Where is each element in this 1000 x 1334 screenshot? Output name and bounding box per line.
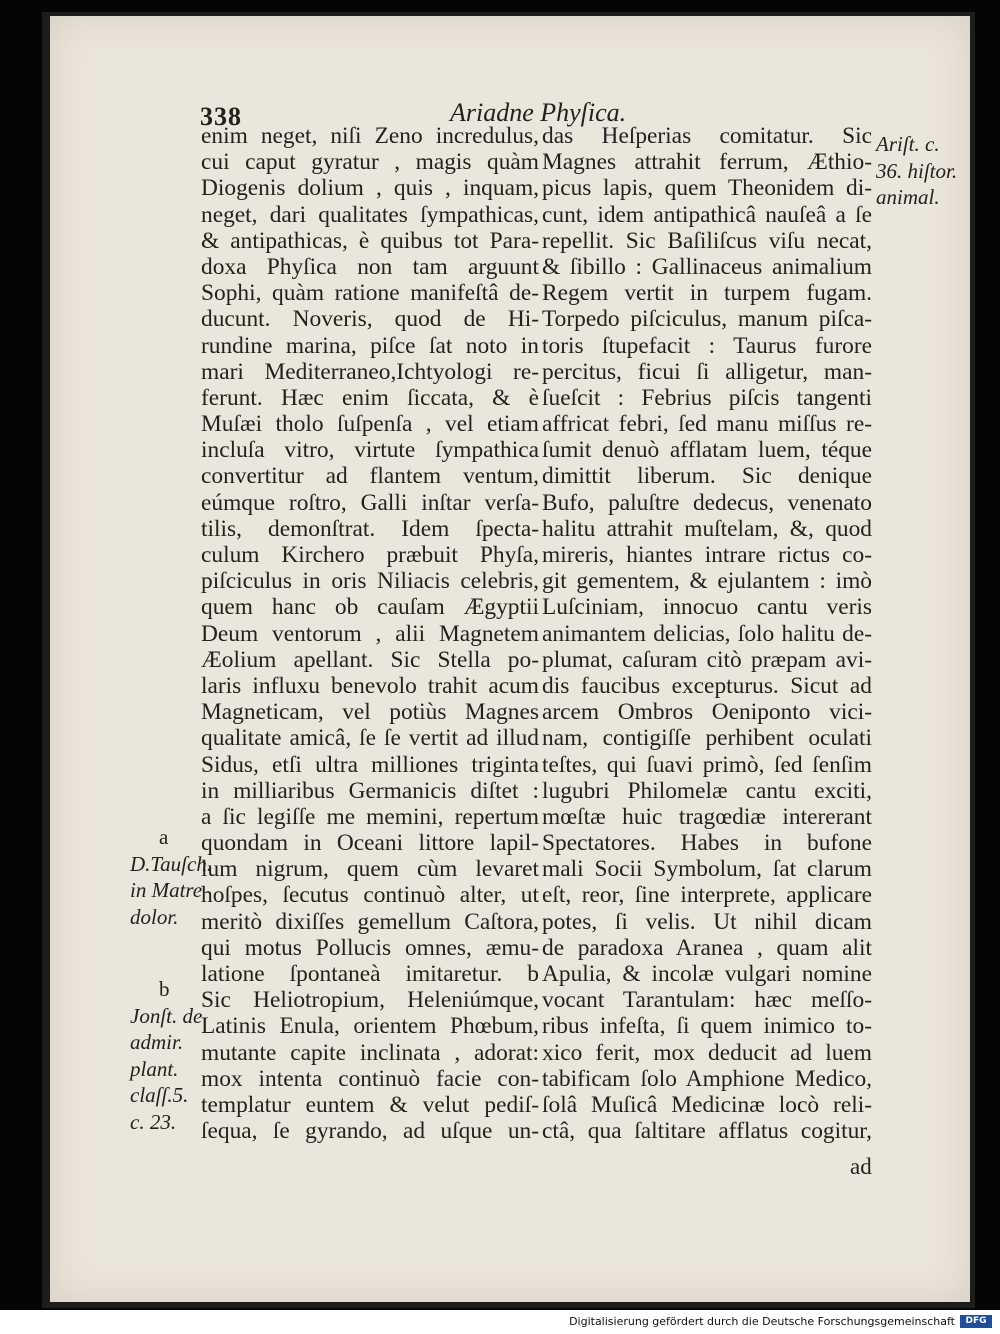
- text-line: xico ferit, mox deducit ad luem: [542, 1039, 872, 1066]
- text-line: latione ſpontaneà imitaretur. b: [201, 961, 539, 987]
- digitization-footer: [0, 1310, 1000, 1334]
- book-page: [50, 16, 970, 1302]
- text-line: plumat, caſuram citò præpam avi-: [542, 646, 872, 673]
- text-line: Luſciniam, innocuo cantu veris: [542, 594, 872, 621]
- text-line: Sophi, quàm ratione manifeſtâ de-: [201, 280, 539, 307]
- text-line: Regem vertit in turpem fugam.: [542, 280, 872, 307]
- catchword: ad: [850, 1154, 872, 1179]
- text-line: ctâ, qua ſaltitare afflatus cogitur,: [542, 1118, 872, 1145]
- text-line: mœſtæ huic tragœdiæ intererant: [542, 803, 872, 830]
- text-line: das Heſperias comitatur. Sic: [542, 123, 872, 149]
- text-line: halitu attrahit muſtelam, &, quod: [542, 515, 872, 542]
- text-line: Magneticam, vel potiùs Magnes: [201, 699, 539, 726]
- text-line: dimittit liberum. Sic denique: [542, 463, 872, 490]
- margin-note-line: claſſ.5.: [130, 1083, 189, 1107]
- text-line: toris ſtupefacit : Taurus furore: [542, 332, 872, 359]
- text-line: lum nigrum, quem cùm levaret: [201, 856, 539, 883]
- dfg-logo: DFG: [960, 1315, 992, 1328]
- text-line: mox intenta continuò facie con-: [201, 1065, 539, 1092]
- text-line: Deum ventorum , alii Magnetem: [201, 620, 539, 647]
- note-b-text: [130, 1003, 202, 1136]
- margin-note-line: Ariſt. c.: [876, 132, 940, 156]
- text-line: tabificam ſolo Amphione Medico,: [542, 1065, 872, 1092]
- left-text-column: [201, 123, 539, 1144]
- text-line: Bufo, paluſtre dedecus, venenato: [542, 489, 872, 516]
- note-a-text: [130, 851, 212, 931]
- text-line: in milliaribus Germanicis diſtet :: [201, 777, 539, 804]
- note-marker-a: a: [159, 825, 169, 849]
- text-line: enim neget, niſi Zeno incredulus,: [201, 123, 539, 149]
- text-line: culum Kirchero præbuit Phyſa,: [201, 542, 539, 568]
- text-line: hoſpes, ſecutus continuò alter, ut: [201, 882, 539, 909]
- text-line: qualitate amicâ, ſe ſe vertit ad illud: [201, 725, 539, 752]
- text-line: ferunt. Hæc enim ſiccata, & è: [201, 384, 539, 411]
- text-line: repellit. Sic Baſiliſcus viſu necat,: [542, 227, 872, 254]
- text-line: & antipathicas, è quibus tot Para-: [201, 227, 539, 254]
- text-line: Sidus, etſi ultra milliones triginta: [201, 751, 539, 778]
- text-line: Torpedo piſciculus, manum piſca-: [542, 306, 872, 333]
- text-line: quem hanc ob cauſam Ægyptii: [201, 594, 539, 621]
- text-line: ſumit denuò afflatam luem, téque: [542, 437, 872, 464]
- text-line: lugubri Philomelæ cantu exciti,: [542, 777, 872, 804]
- text-line: mali Socii Symbolum, ſat clarum: [542, 856, 872, 883]
- text-line: arcem Ombros Oenipontо vici-: [542, 699, 872, 726]
- text-line: percitus, ficui ſi alligetur, man-: [542, 358, 872, 385]
- margin-note-line: c. 23.: [130, 1109, 177, 1134]
- text-line: doxa Phyſica non tam arguunt: [201, 253, 539, 280]
- text-line: neget, dari qualitates ſympathicas,: [201, 201, 539, 228]
- margin-note-b: [130, 976, 202, 1135]
- text-line: affricat febri, ſed manu miſſus re-: [542, 411, 872, 438]
- text-line: tilis, demonſtrat. Idem ſpecta-: [201, 515, 539, 542]
- text-line: potes, ſi velis. Ut nihil dicam: [542, 908, 872, 935]
- text-line: Diogenis dolium , quis , inquam,: [201, 175, 539, 202]
- margin-note-line: animal.: [876, 185, 940, 209]
- text-line: meritò dixiſſes gemellum Caſtora,: [201, 908, 539, 935]
- text-line: Apulia, & incolæ vulgari nomine: [542, 961, 872, 987]
- text-line: nam, contigiſſe perhibent oculati: [542, 725, 872, 752]
- text-line: mari Mediterraneo,Ichtyologi re-: [201, 358, 539, 385]
- text-line: quondam in Oceani littore lapil-: [201, 830, 539, 857]
- text-line: de paradoxa Aranea , quam alit: [542, 934, 872, 961]
- note-marker-b: b: [159, 977, 170, 1001]
- margin-note-line: in Matre: [130, 878, 203, 902]
- text-line: animantem delicias, ſolo halitu de-: [542, 620, 872, 647]
- text-line: ducunt. Noveris, quod de Hi-: [201, 306, 539, 333]
- margin-note-line: plant.: [130, 1056, 179, 1081]
- text-line: eſt, reor, ſine interprete, applicare: [542, 882, 872, 909]
- text-line: vocant Tarantulam: hæc meſſo-: [542, 987, 872, 1014]
- text-line: cui caput gyratur , magis quàm: [201, 149, 539, 176]
- text-line: mireris, hiantes intrare rictus co-: [542, 542, 872, 568]
- text-line: cunt, idem antipathicâ nauſeâ a ſe: [542, 201, 872, 228]
- text-line: laris influxu benevolo trahit acum: [201, 672, 539, 699]
- text-line: Muſæi tholo ſuſpenſa , vel etiam: [201, 411, 539, 438]
- text-line: piſciculus in oris Niliacis celebris,: [201, 568, 539, 595]
- margin-note-line: Jonſt. de: [130, 1003, 203, 1028]
- text-line: Sic Heliotropium, Heleniúmque,: [201, 987, 539, 1014]
- text-line: dis faucibus excepturus. Sicut ad: [542, 672, 872, 699]
- right-text-column: [542, 123, 872, 1144]
- text-line: a ſic legiſſe me memini, repertum: [201, 803, 539, 830]
- text-line: incluſa vitro, virtute ſympathica: [201, 437, 539, 464]
- text-line: qui motus Pollucis omnes, æmu-: [201, 934, 539, 961]
- running-title: Ariadne Phyſica.: [450, 98, 627, 127]
- text-line: ſolâ Muſicâ Medicinæ locò reli-: [542, 1091, 872, 1118]
- text-line: Spectatores. Habes in bufone: [542, 830, 872, 857]
- text-line: picus lapis, quem Theonidem di-: [542, 175, 872, 202]
- text-line: ribus infeſta, ſi quem inimico to-: [542, 1013, 872, 1040]
- text-line: Æolium apellant. Sic Stella po-: [201, 646, 539, 673]
- text-line: Magnes attrahit ferrum, Æthio-: [542, 149, 872, 176]
- margin-note-line: D.Tauſch.: [130, 851, 213, 876]
- text-line: eúmque roſtro, Galli inſtar verſa-: [201, 489, 539, 516]
- margin-note-line: admir.: [130, 1030, 184, 1054]
- margin-note-line: dolor.: [130, 904, 179, 929]
- text-line: & ſibillo : Gallinaceus animalium: [542, 253, 872, 280]
- text-line: git gementem, & ejulantem : imò: [542, 568, 872, 595]
- funding-notice: Digitalisierung gefördert durch die Deutsche Forschungsgemeinschaft: [569, 1315, 955, 1328]
- page-number: 338: [200, 102, 242, 131]
- text-line: rundine marina, piſce ſat noto in: [201, 332, 539, 359]
- text-line: templatur euntem & velut pediſ-: [201, 1091, 539, 1118]
- text-line: ſequa, ſe gyrando, ad uſque un-: [201, 1118, 539, 1145]
- text-line: convertitur ad flantem ventum,: [201, 463, 539, 490]
- margin-note-a: [130, 824, 212, 930]
- text-line: teſtes, qui ſuavi primò, ſed ſenſim: [542, 751, 872, 778]
- margin-note-aristotle: [876, 131, 957, 211]
- text-line: ſueſcit : Febrius piſcis tangenti: [542, 384, 872, 411]
- text-line: Latinis Enula, orientem Phœbum,: [201, 1013, 539, 1040]
- text-line: mutante capite inclinata , adorat:: [201, 1039, 539, 1066]
- margin-note-line: 36. hiſtor.: [876, 158, 958, 183]
